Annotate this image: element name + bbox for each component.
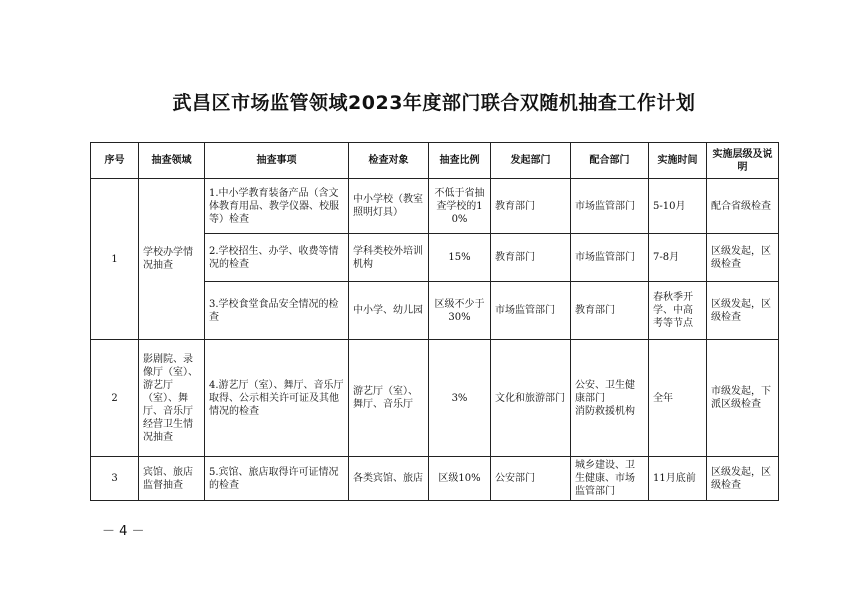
cell-partner: 市场监管部门 (571, 234, 649, 282)
cell-target: 学科类校外培训机构 (349, 234, 429, 282)
cell-time: 7-8月 (649, 234, 707, 282)
header-item: 抽查事项 (205, 143, 349, 179)
cell-item: 1.中小学教育装备产品（含文体教育用品、教学仪器、校服等）检查 (205, 179, 349, 234)
cell-initiator: 公安部门 (491, 457, 571, 501)
inspection-plan-table (90, 142, 779, 501)
cell-item: 5.宾馆、旅店取得许可证情况的检查 (205, 457, 349, 501)
cell-partner: 城乡建设、卫生健康、市场监管部门 (571, 457, 649, 501)
cell-ratio: 不低于省抽查学校的10% (429, 179, 491, 234)
cell-level: 配合省级检查 (707, 179, 779, 234)
group-field: 学校办学情况抽查 (139, 179, 205, 340)
header-no: 序号 (91, 143, 139, 179)
cell-initiator: 教育部门 (491, 179, 571, 234)
cell-item: 4.游艺厅（室）、舞厅、音乐厅取得、公示相关许可证及其他情况的检查 (205, 340, 349, 457)
group-field: 影剧院、录像厅（室）、游艺厅（室）、舞厅、音乐厅经营卫生情况抽查 (139, 340, 205, 457)
group-field: 宾馆、旅店监督抽查 (139, 457, 205, 501)
header-ratio: 抽查比例 (429, 143, 491, 179)
header-field: 抽查领域 (139, 143, 205, 179)
group-no: 1 (91, 179, 139, 340)
cell-initiator: 文化和旅游部门 (491, 340, 571, 457)
cell-target: 中小学、幼儿园 (349, 282, 429, 340)
page-number: － 4 － (102, 524, 145, 539)
cell-target: 各类宾馆、旅店 (349, 457, 429, 501)
cell-partner: 教育部门 (571, 282, 649, 340)
cell-level: 区级发起，区级检查 (707, 282, 779, 340)
cell-ratio: 3% (429, 340, 491, 457)
cell-ratio: 15% (429, 234, 491, 282)
cell-level: 区级发起，区级检查 (707, 234, 779, 282)
header-level: 实施层级及说明 (707, 143, 779, 179)
table-row (91, 457, 779, 501)
cell-partner: 公安、卫生健康部门 消防救援机构 (571, 340, 649, 457)
cell-target: 游艺厅（室）、舞厅、音乐厅 (349, 340, 429, 457)
header-partner: 配合部门 (571, 143, 649, 179)
cell-ratio: 区级10% (429, 457, 491, 501)
cell-ratio: 区级不少于30% (429, 282, 491, 340)
table-row (91, 340, 779, 457)
cell-target: 中小学校（教室照明灯具） (349, 179, 429, 234)
cell-item: 3.学校食堂食品安全情况的检查 (205, 282, 349, 340)
cell-level: 市级发起，下派区级检查 (707, 340, 779, 457)
cell-partner: 市场监管部门 (571, 179, 649, 234)
cell-time: 5-10月 (649, 179, 707, 234)
table-header-row (91, 143, 779, 179)
group-no: 2 (91, 340, 139, 457)
group-no: 3 (91, 457, 139, 501)
header-initiator: 发起部门 (491, 143, 571, 179)
document-title: 武昌区市场监管领域2023年度部门联合双随机抽查工作计划 (172, 92, 696, 114)
cell-initiator: 市场监管部门 (491, 282, 571, 340)
cell-time: 11月底前 (649, 457, 707, 501)
cell-item: 2.学校招生、办学、收费等情况的检查 (205, 234, 349, 282)
cell-time: 春秋季开学、中高考等节点 (649, 282, 707, 340)
header-target: 检查对象 (349, 143, 429, 179)
cell-time: 全年 (649, 340, 707, 457)
table-row (91, 179, 779, 234)
header-time: 实施时间 (649, 143, 707, 179)
cell-initiator: 教育部门 (491, 234, 571, 282)
cell-level: 区级发起，区级检查 (707, 457, 779, 501)
